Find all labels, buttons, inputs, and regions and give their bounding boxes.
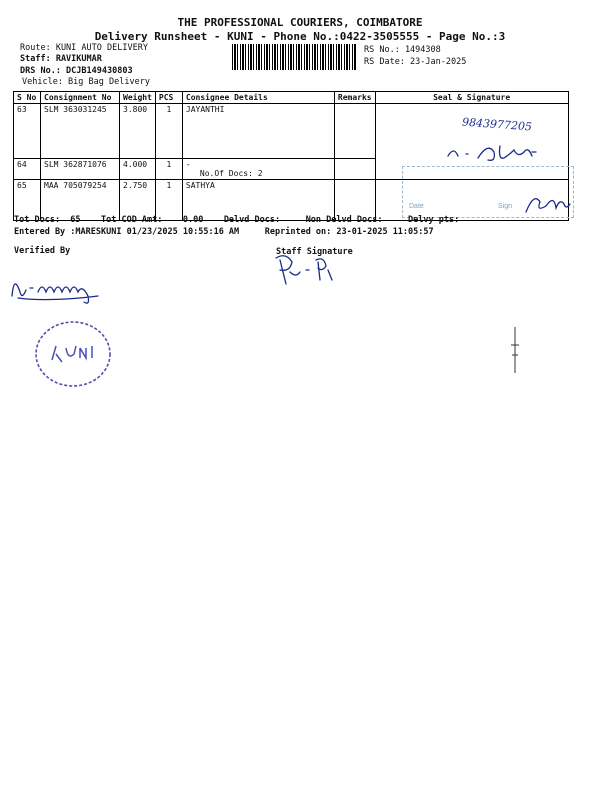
round-stamp: [30, 318, 116, 390]
cell-weight: 4.000: [120, 159, 156, 180]
signature-row65: [522, 190, 572, 218]
docs-count: No.Of Docs: 2: [199, 169, 263, 178]
col-seal-signature: Seal & Signature: [375, 92, 568, 104]
staff-signature-label: Staff Signature: [276, 247, 353, 257]
col-weight: Weight: [120, 92, 156, 104]
consignee-name: -: [185, 160, 191, 169]
col-pcs: PCS: [155, 92, 182, 104]
vehicle-label: Vehicle: Big Bag Delivery: [22, 77, 150, 87]
signature-row64: [440, 138, 550, 168]
cell-sno: 64: [14, 159, 41, 180]
stamp-date-label: Date: [409, 203, 424, 210]
stamp-sign-label: Sign: [498, 203, 513, 210]
col-consignment: Consignment No: [41, 92, 120, 104]
cell-weight: 3.800: [120, 104, 156, 159]
handwritten-phone: 9843977205: [461, 115, 533, 134]
rs-date: RS Date: 23-Jan-2025: [364, 57, 467, 67]
cell-consignment: SLM 363031245: [41, 104, 120, 159]
cell-remarks: [334, 104, 375, 159]
cell-remarks: [334, 159, 375, 180]
verifier-signature: [8, 268, 118, 304]
route-label: Route: KUNI AUTO DELIVERY: [20, 43, 148, 53]
cell-pcs: 1: [155, 180, 182, 221]
cell-sno: 63: [14, 104, 41, 159]
col-sno: S No: [14, 92, 41, 104]
col-consignee: Consignee Details: [182, 92, 334, 104]
cell-pcs: 1: [155, 104, 182, 159]
drs-label: DRS No.: DCJB149430803: [20, 66, 133, 76]
table-header-row: [14, 92, 569, 104]
cell-sno: 65: [14, 180, 41, 221]
staff-signature: [266, 250, 356, 290]
col-remarks: Remarks: [334, 92, 375, 104]
staff-label: Staff: RAVIKUMAR: [20, 54, 102, 64]
totals-line: Tot Docs: 65 Tot COD Amt: 0.00 Delvd Docs: Non Delvd Docs: Delvy pts:: [14, 215, 460, 225]
cell-weight: 2.750: [120, 180, 156, 221]
company-title: THE PROFESSIONAL COURIERS, COIMBATORE: [177, 16, 423, 29]
verified-by-label: Verified By: [14, 246, 71, 256]
edge-mark: [508, 325, 522, 375]
cell-consignment: SLM 362871076: [41, 159, 120, 180]
entered-by-line: Entered By :MARESKUNI 01/23/2025 10:55:16 AM Reprinted on: 23-01-2025 11:05:57: [14, 227, 434, 237]
cell-pcs: 1: [155, 159, 182, 180]
rs-number: RS No.: 1494308: [364, 45, 441, 55]
cell-consignment: MAA 705079254: [41, 180, 120, 221]
runsheet-subtitle: Delivery Runsheet - KUNI - Phone No.:0422-3505555 - Page No.:3: [94, 30, 506, 43]
cell-consignee: SATHYA: [182, 180, 334, 221]
cell-consignee: JAYANTHI: [182, 104, 334, 159]
cell-consignee: [182, 159, 334, 180]
barcode-image: [232, 44, 357, 70]
